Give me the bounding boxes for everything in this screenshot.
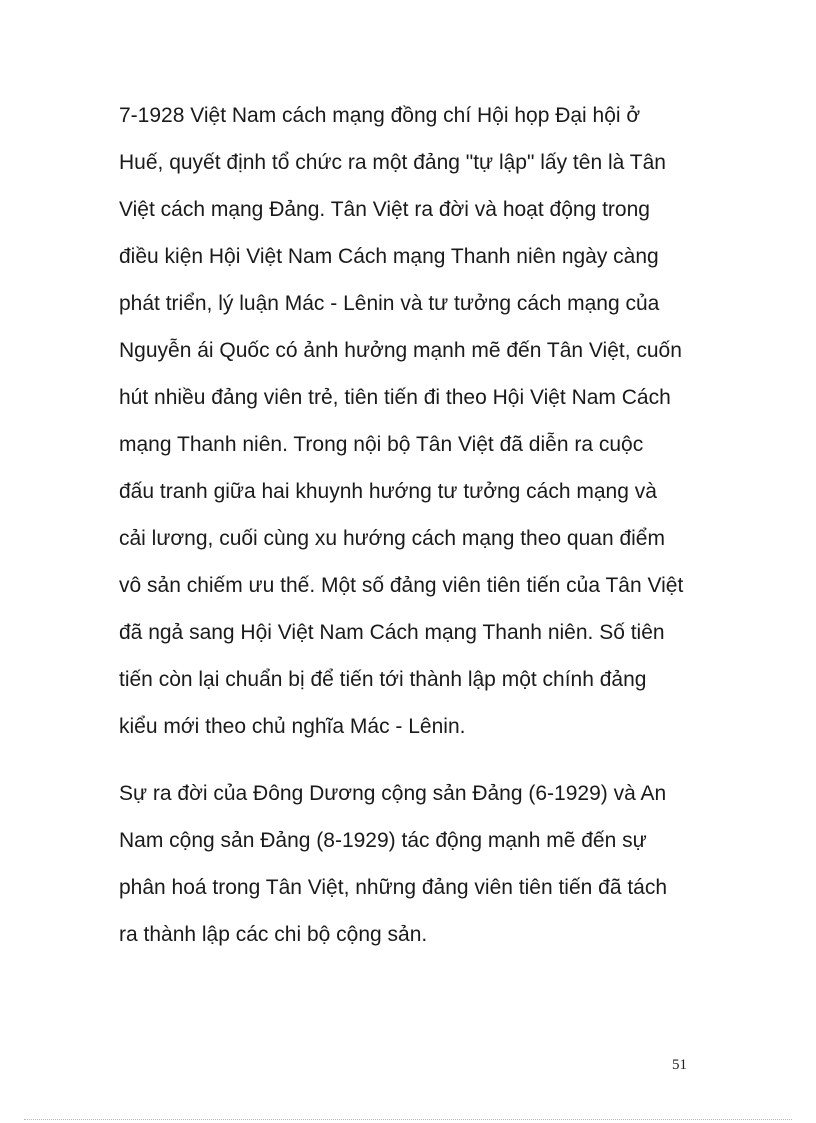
text-line: cải lương, cuối cùng xu hướng cách mạng theo quan điểm <box>119 527 665 550</box>
text-line: 7-1928 Việt Nam cách mạng đồng chí Hội họp Đại hội ở <box>119 104 641 127</box>
text-line: mạng Thanh niên. Trong nội bộ Tân Việt đã diễn ra cuộc <box>119 433 644 456</box>
text-line: hút nhiều đảng viên trẻ, tiên tiến đi theo Hội Việt Nam Cách <box>119 386 671 409</box>
text-line: vô sản chiếm ưu thế. Một số đảng viên tiên tiến của Tân Việt <box>119 574 684 597</box>
text-line: Nguyễn ái Quốc có ảnh hưởng mạnh mẽ đến Tân Việt, cuốn <box>119 339 682 362</box>
text-line: đã ngả sang Hội Việt Nam Cách mạng Thanh niên. Số tiên <box>119 621 665 644</box>
text-line: Sự ra đời của Đông Dương cộng sản Đảng (6-1929) và An <box>119 782 667 805</box>
text-line: điều kiện Hội Việt Nam Cách mạng Thanh niên ngày càng <box>119 245 659 268</box>
text-line: Huế, quyết định tổ chức ra một đảng "tự lập" lấy tên là Tân <box>119 151 666 174</box>
text-line: ra thành lập các chi bộ cộng sản. <box>119 923 428 946</box>
text-line: phân hoá trong Tân Việt, những đảng viên tiên tiến đã tách <box>119 876 668 899</box>
text-line: đấu tranh giữa hai khuynh hướng tư tưởng cách mạng và <box>119 480 657 503</box>
text-line: Việt cách mạng Đảng. Tân Việt ra đời và hoạt động trong <box>119 198 650 221</box>
page-number: 51 <box>672 1057 687 1073</box>
paragraph-1 <box>119 103 719 761</box>
footer-dotted-rule <box>24 1119 792 1120</box>
text-line: kiểu mới theo chủ nghĩa Mác - Lênin. <box>119 715 466 738</box>
text-line: phát triển, lý luận Mác - Lênin và tư tưởng cách mạng của <box>119 292 660 315</box>
paragraph-2 <box>119 781 719 969</box>
text-line: Nam cộng sản Đảng (8-1929) tác động mạnh mẽ đến sự <box>119 829 647 852</box>
text-line: tiến còn lại chuẩn bị để tiến tới thành lập một chính đảng <box>119 668 647 691</box>
